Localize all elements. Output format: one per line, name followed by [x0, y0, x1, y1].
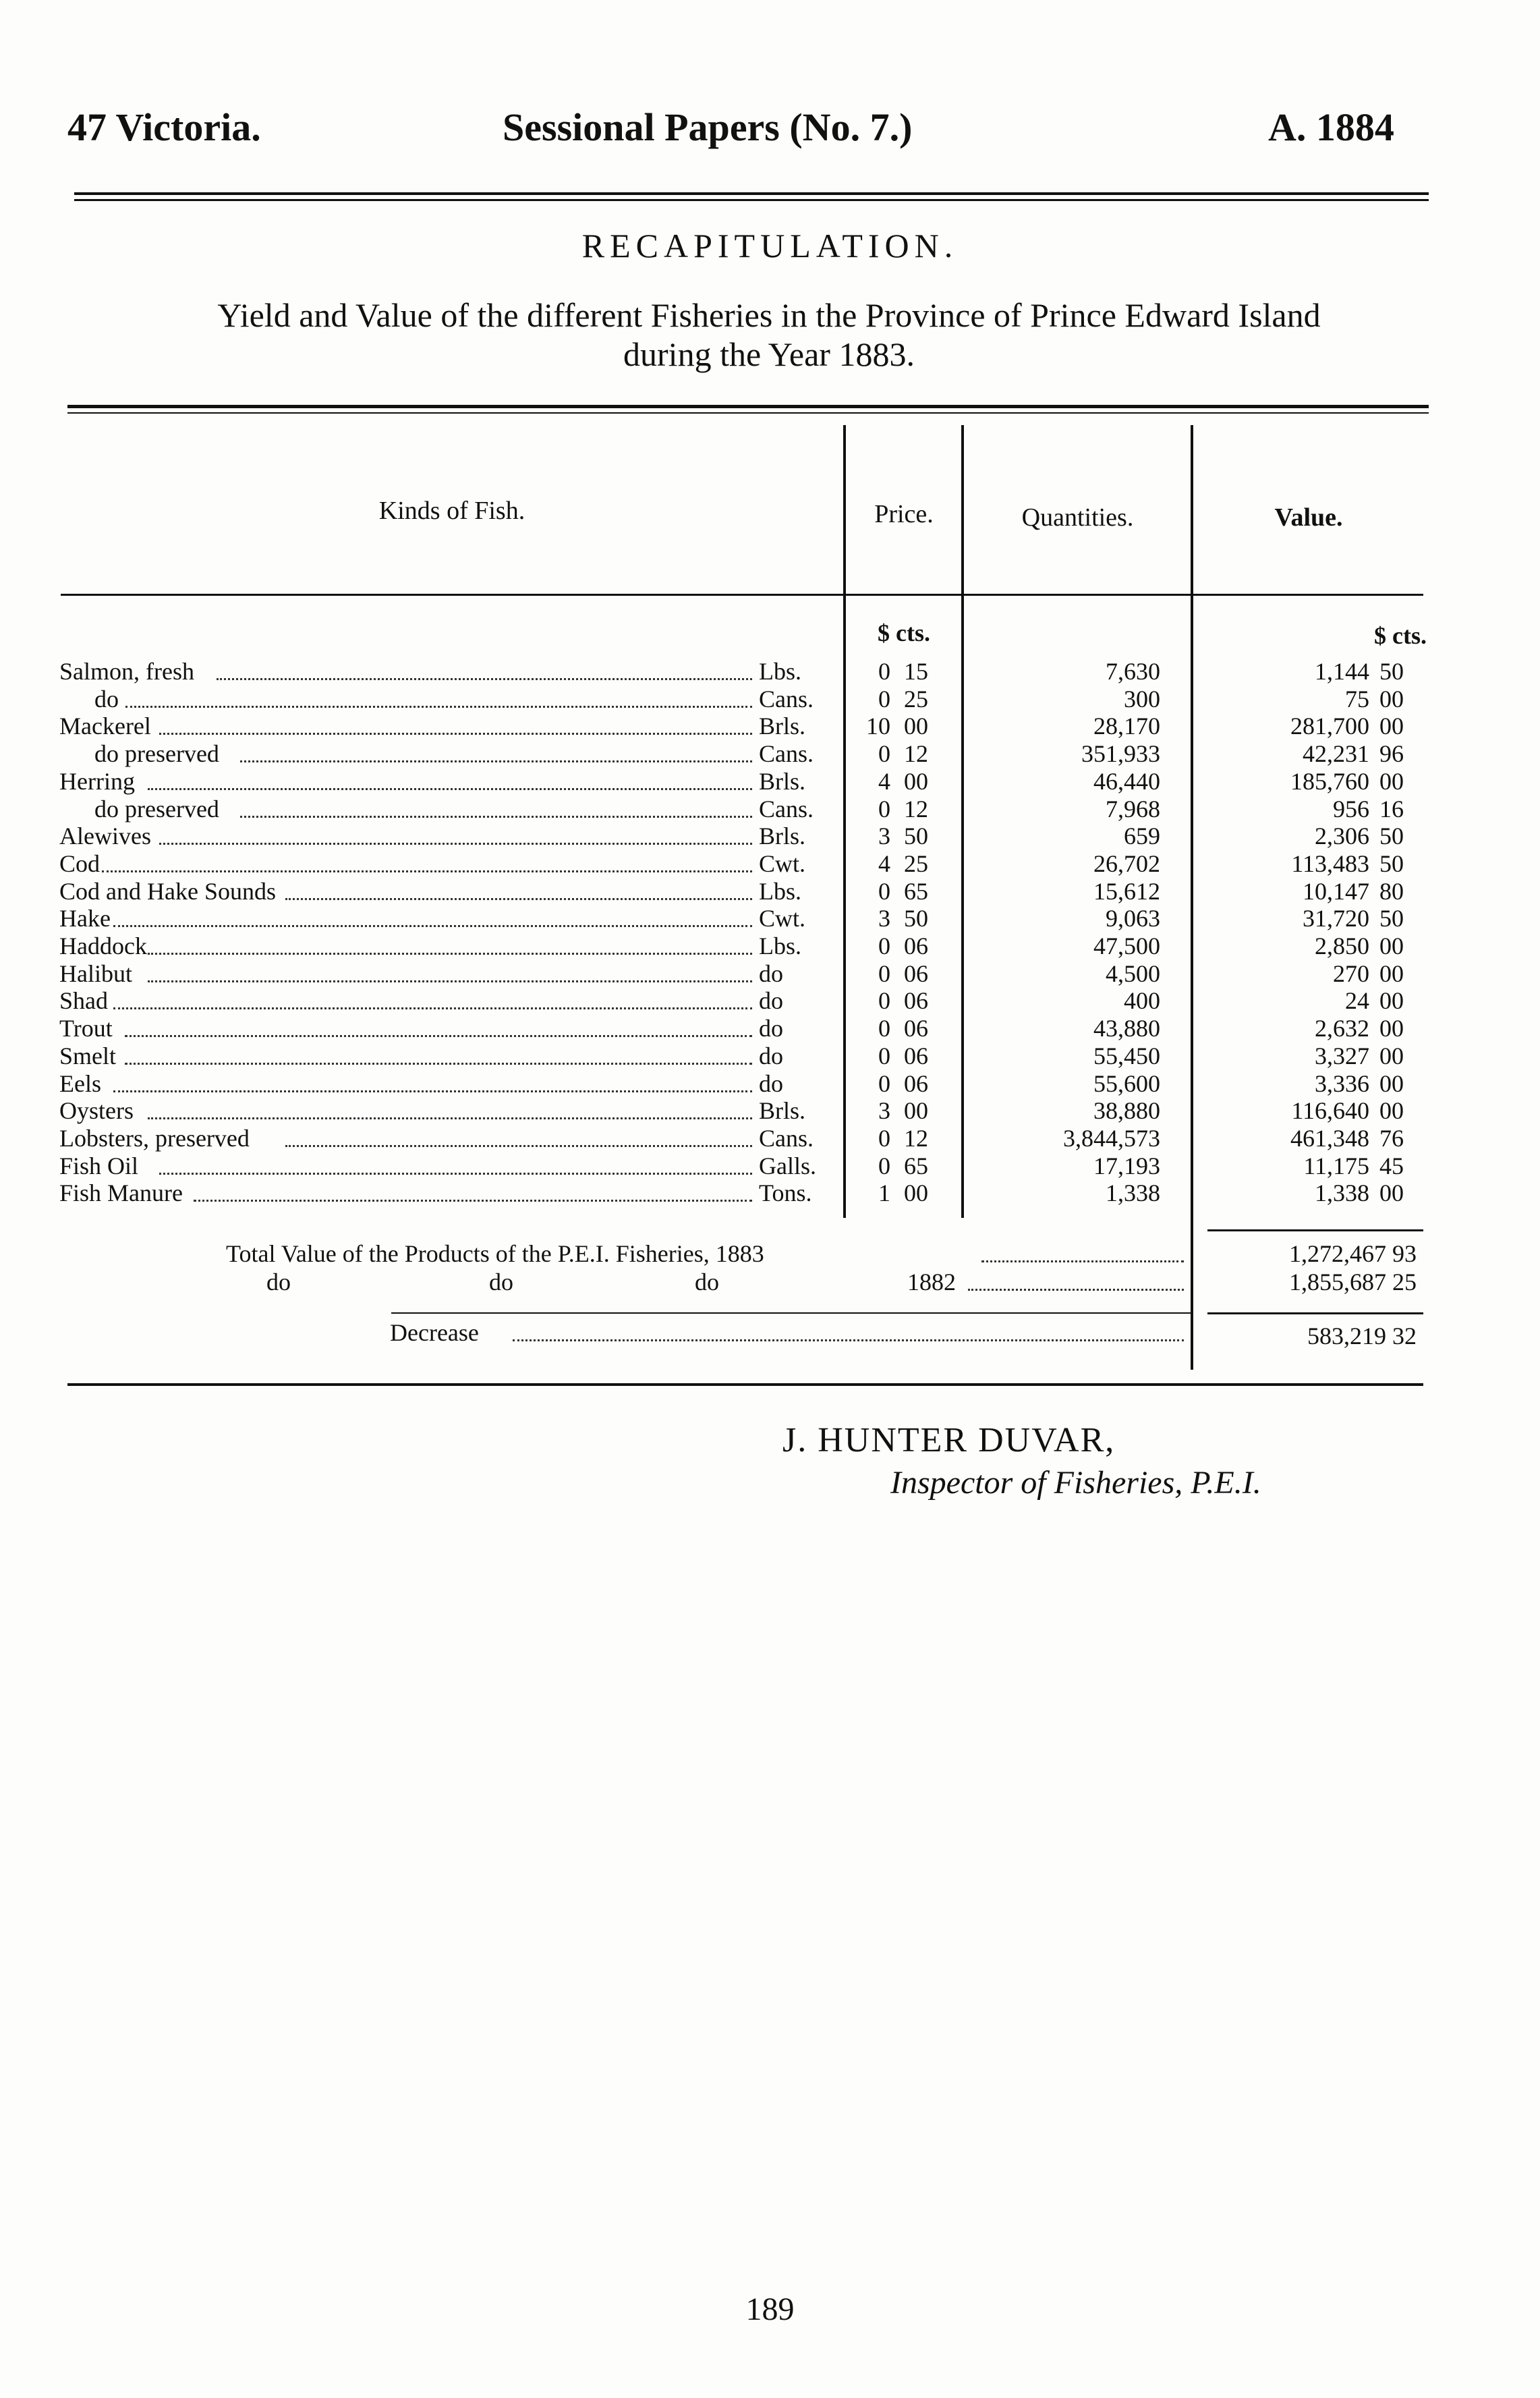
row-unit: Cans. [759, 796, 814, 822]
row-quantity: 38,880 [1093, 1097, 1160, 1124]
row-leader [159, 1173, 752, 1175]
total-1882-do-2: do [489, 1268, 513, 1295]
row-price-dollars: 0 [878, 1152, 890, 1179]
row-value-dollars: 2,306 [1315, 822, 1369, 849]
row-unit: Cwt. [759, 905, 806, 932]
header-left: 47 Victoria. [67, 105, 261, 149]
row-price-dollars: 0 [878, 740, 890, 767]
row-value-dollars: 31,720 [1303, 905, 1369, 932]
row-unit: Galls. [759, 1152, 816, 1179]
total-1883-label: Total Value of the Products of the P.E.I. Fisheries, 1883 [226, 1240, 764, 1267]
row-price-dollars: 0 [878, 796, 890, 822]
row-price-cents: 06 [904, 1070, 928, 1097]
row-leader [148, 788, 752, 790]
row-price-dollars: 10 [866, 713, 890, 740]
row-price-dollars: 0 [878, 878, 890, 905]
row-leader [194, 1200, 752, 1202]
total-1882-year: 1882 [907, 1268, 956, 1295]
row-kind: Cod and Hake Sounds [59, 878, 276, 905]
row-leader [125, 1035, 752, 1037]
row-value-cents: 00 [1379, 1070, 1404, 1097]
row-value-cents: 96 [1379, 740, 1404, 767]
row-unit: do [759, 1042, 783, 1069]
row-quantity: 659 [1124, 822, 1160, 849]
row-price-dollars: 0 [878, 658, 890, 685]
price-units: $ cts. [878, 619, 930, 646]
row-quantity: 47,500 [1093, 932, 1160, 959]
row-leader [125, 706, 752, 708]
totals-top-rule [1207, 1229, 1423, 1231]
row-value-cents: 00 [1379, 713, 1404, 740]
row-value-cents: 50 [1379, 850, 1404, 877]
page-subtitle [67, 296, 1471, 374]
row-price-dollars: 3 [878, 1097, 890, 1124]
row-value-cents: 00 [1379, 768, 1404, 795]
row-value-dollars: 24 [1345, 987, 1369, 1014]
row-quantity: 4,500 [1106, 960, 1160, 987]
row-kind: Oysters [59, 1097, 134, 1124]
row-price-cents: 12 [904, 1125, 928, 1152]
row-quantity: 55,450 [1093, 1042, 1160, 1069]
row-unit: Cans. [759, 686, 814, 713]
total-1883-value: 1,272,467 93 [1289, 1240, 1417, 1267]
col-divider-quantities [961, 425, 964, 1218]
row-value-cents: 00 [1379, 1179, 1404, 1206]
total-1882-do-3: do [695, 1268, 719, 1295]
row-unit: do [759, 1070, 783, 1097]
table-bottom-rule [67, 1383, 1423, 1386]
row-price-cents: 65 [904, 1152, 928, 1179]
row-price-cents: 12 [904, 740, 928, 767]
row-price-cents: 06 [904, 1015, 928, 1042]
colhead-price: Price. [874, 500, 934, 528]
row-price-cents: 25 [904, 686, 928, 713]
row-leader [240, 760, 752, 762]
decrease-rule-right [1207, 1312, 1423, 1314]
col-divider-value [1191, 425, 1193, 1370]
row-value-dollars: 1,338 [1315, 1179, 1369, 1206]
colhead-kinds: Kinds of Fish. [378, 497, 525, 525]
colhead-quantities: Quantities. [1021, 503, 1134, 532]
row-quantity: 26,702 [1093, 850, 1160, 877]
row-price-dollars: 3 [878, 905, 890, 932]
row-value-dollars: 1,144 [1315, 658, 1369, 685]
row-value-cents: 00 [1379, 686, 1404, 713]
row-kind: Halibut [59, 960, 132, 987]
total-1882-do-1: do [266, 1268, 291, 1295]
subtitle-line-1: Yield and Value of the different Fisheries in the Province of Prince Edward Island [217, 296, 1321, 334]
row-quantity: 46,440 [1093, 768, 1160, 795]
row-value-dollars: 10,147 [1303, 878, 1369, 905]
row-leader [217, 678, 752, 680]
row-price-dollars: 0 [878, 932, 890, 959]
row-unit: Brls. [759, 713, 806, 740]
row-price-cents: 15 [904, 658, 928, 685]
row-price-cents: 00 [904, 713, 928, 740]
row-value-dollars: 461,348 [1290, 1125, 1369, 1152]
row-kind: Alewives [59, 822, 151, 849]
row-unit: do [759, 960, 783, 987]
row-value-dollars: 185,760 [1290, 768, 1369, 795]
row-kind: do [94, 686, 119, 713]
row-unit: Brls. [759, 822, 806, 849]
row-kind: Cod [59, 850, 101, 877]
row-leader [285, 1145, 752, 1147]
decrease-rule-left [391, 1312, 1191, 1314]
row-leader [159, 843, 752, 845]
row-quantity: 17,193 [1093, 1152, 1160, 1179]
row-kind: do preserved [94, 740, 219, 767]
total-1882-value: 1,855,687 25 [1289, 1268, 1417, 1295]
row-kind: do preserved [94, 796, 219, 822]
row-price-cents: 50 [904, 822, 928, 849]
decrease-value: 583,219 32 [1307, 1322, 1417, 1349]
row-value-cents: 00 [1379, 1097, 1404, 1124]
row-price-dollars: 1 [878, 1179, 890, 1206]
row-quantity: 28,170 [1093, 713, 1160, 740]
row-value-dollars: 113,483 [1291, 850, 1369, 877]
row-price-dollars: 0 [878, 987, 890, 1014]
row-value-cents: 45 [1379, 1152, 1404, 1179]
row-value-cents: 50 [1379, 822, 1404, 849]
header-center: Sessional Papers (No. 7.) [503, 105, 913, 149]
row-price-dollars: 3 [878, 822, 890, 849]
header-right: A. 1884 [1268, 105, 1394, 149]
row-price-dollars: 0 [878, 960, 890, 987]
row-price-dollars: 0 [878, 1042, 890, 1069]
row-quantity: 3,844,573 [1063, 1125, 1160, 1152]
row-value-dollars: 11,175 [1303, 1152, 1369, 1179]
row-leader [159, 733, 752, 735]
signature-title: Inspector of Fisheries, P.E.I. [890, 1465, 1261, 1501]
row-kind: Smelt [59, 1042, 117, 1069]
row-value-cents: 50 [1379, 905, 1404, 932]
row-value-cents: 76 [1379, 1125, 1404, 1152]
row-kind: Herring [59, 768, 135, 795]
row-price-cents: 06 [904, 987, 928, 1014]
row-leader [148, 980, 752, 982]
row-kind: Shad [59, 987, 108, 1014]
row-value-cents: 80 [1379, 878, 1404, 905]
row-value-dollars: 270 [1333, 960, 1369, 987]
row-kind: Eels [59, 1070, 101, 1097]
row-kind: Salmon, fresh [59, 658, 194, 685]
row-kind: Hake [59, 905, 111, 932]
row-price-dollars: 0 [878, 1125, 890, 1152]
row-unit: Tons. [759, 1179, 812, 1206]
row-kind: Haddock [59, 932, 147, 959]
colhead-value: Value. [1274, 503, 1343, 532]
row-leader [148, 953, 752, 955]
row-quantity: 9,063 [1106, 905, 1160, 932]
row-price-dollars: 4 [878, 850, 890, 877]
decrease-leader [513, 1339, 1184, 1341]
row-value-cents: 00 [1379, 1015, 1404, 1042]
row-unit: Cans. [759, 1125, 814, 1152]
row-quantity: 351,933 [1081, 740, 1160, 767]
row-leader [148, 1117, 752, 1119]
row-value-dollars: 281,700 [1290, 713, 1369, 740]
row-value-dollars: 3,327 [1315, 1042, 1369, 1069]
row-value-dollars: 3,336 [1315, 1070, 1369, 1097]
row-value-cents: 00 [1379, 1042, 1404, 1069]
row-quantity: 400 [1124, 987, 1160, 1014]
row-price-dollars: 0 [878, 1070, 890, 1097]
row-leader [113, 1090, 752, 1092]
page-title: RECAPITULATION. [581, 227, 959, 264]
row-price-cents: 65 [904, 878, 928, 905]
row-unit: do [759, 1015, 783, 1042]
row-leader [113, 1007, 752, 1009]
row-leader [285, 898, 752, 900]
decrease-label: Decrease [390, 1319, 479, 1346]
total-1882-leader [968, 1289, 1184, 1291]
row-value-dollars: 42,231 [1303, 740, 1369, 767]
row-value-dollars: 2,632 [1315, 1015, 1369, 1042]
page-number: 189 [745, 2291, 795, 2327]
row-price-cents: 50 [904, 905, 928, 932]
row-price-cents: 00 [904, 1179, 928, 1206]
row-unit: Brls. [759, 1097, 806, 1124]
row-price-cents: 00 [904, 768, 928, 795]
row-quantity: 55,600 [1093, 1070, 1160, 1097]
row-unit: Cans. [759, 740, 814, 767]
row-price-cents: 12 [904, 796, 928, 822]
row-value-cents: 00 [1379, 932, 1404, 959]
row-value-dollars: 75 [1345, 686, 1369, 713]
row-price-dollars: 0 [878, 686, 890, 713]
subtitle-line-2: during the Year 1883. [623, 335, 915, 373]
header-rule-bottom [74, 199, 1429, 201]
row-unit: Cwt. [759, 850, 806, 877]
row-value-dollars: 116,640 [1291, 1097, 1369, 1124]
row-value-cents: 50 [1379, 658, 1404, 685]
row-unit: Brls. [759, 768, 806, 795]
row-unit: Lbs. [759, 932, 801, 959]
row-price-dollars: 0 [878, 1015, 890, 1042]
row-quantity: 43,880 [1093, 1015, 1160, 1042]
row-kind: Fish Oil [59, 1152, 139, 1179]
row-unit: Lbs. [759, 878, 801, 905]
table-rule-top-2 [67, 412, 1429, 414]
row-kind: Mackerel [59, 713, 151, 740]
row-kind: Trout [59, 1015, 113, 1042]
row-price-cents: 06 [904, 932, 928, 959]
row-value-cents: 00 [1379, 960, 1404, 987]
row-quantity: 7,630 [1106, 658, 1160, 685]
table-rule-top-1 [67, 405, 1429, 408]
row-price-dollars: 4 [878, 768, 890, 795]
value-units: $ cts. [1374, 622, 1427, 649]
row-quantity: 1,338 [1106, 1179, 1160, 1206]
row-value-dollars: 2,850 [1315, 932, 1369, 959]
row-price-cents: 06 [904, 1042, 928, 1069]
row-leader [102, 870, 752, 872]
row-leader [240, 816, 752, 818]
row-quantity: 15,612 [1093, 878, 1160, 905]
colhead-underline [61, 594, 1423, 596]
row-price-cents: 00 [904, 1097, 928, 1124]
row-value-dollars: 956 [1333, 796, 1369, 822]
row-unit: Lbs. [759, 658, 801, 685]
row-price-cents: 25 [904, 850, 928, 877]
row-kind: Fish Manure [59, 1179, 183, 1206]
row-quantity: 7,968 [1106, 796, 1160, 822]
row-value-cents: 00 [1379, 987, 1404, 1014]
header-rule-top [74, 192, 1429, 195]
row-value-cents: 16 [1379, 796, 1404, 822]
col-divider-price [843, 425, 846, 1218]
total-1883-leader [981, 1260, 1184, 1262]
row-kind: Lobsters, preserved [59, 1125, 250, 1152]
signature-name: J. HUNTER DUVAR, [782, 1421, 1116, 1459]
row-leader [113, 925, 752, 927]
row-unit: do [759, 987, 783, 1014]
row-price-cents: 06 [904, 960, 928, 987]
row-leader [125, 1063, 752, 1065]
row-quantity: 300 [1124, 686, 1160, 713]
